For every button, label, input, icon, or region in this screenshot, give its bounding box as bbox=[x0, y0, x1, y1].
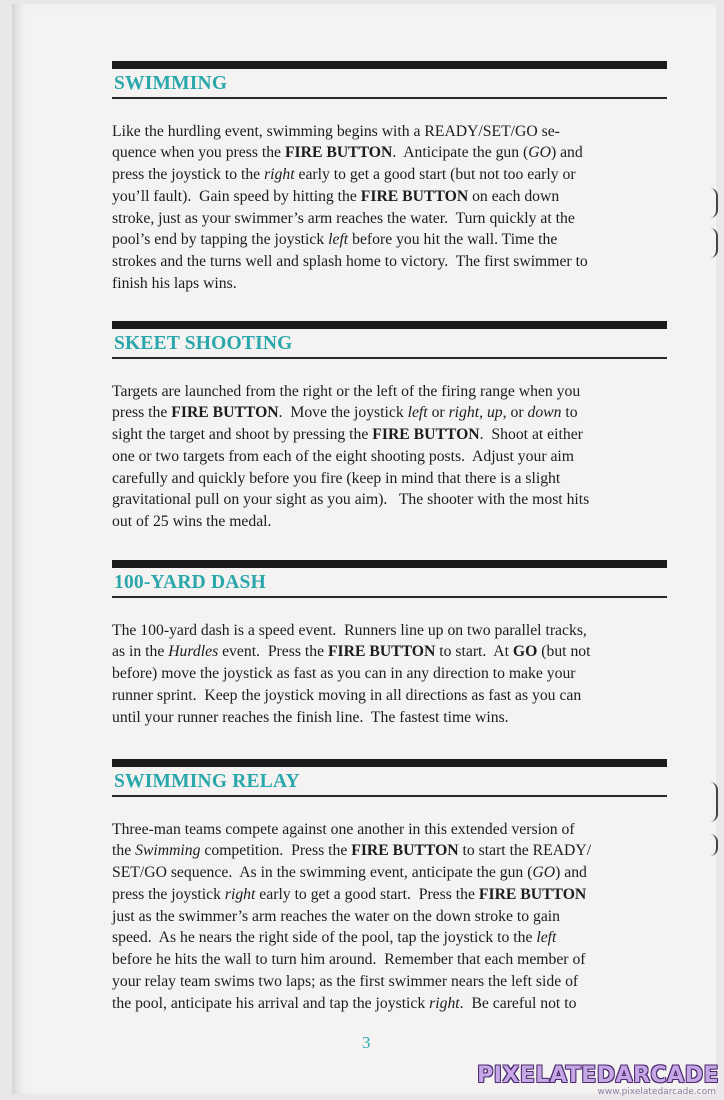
watermark-url: www.pixelatedarcade.com bbox=[597, 1087, 716, 1097]
section-heading: 100-YARD DASH bbox=[114, 572, 266, 593]
watermark-logo: PIXELATEDARCADE bbox=[477, 1063, 719, 1088]
page-number: 3 bbox=[362, 1033, 371, 1052]
section-heading: SKEET SHOOTING bbox=[114, 333, 293, 354]
section-body: The 100-yard dash is a speed event. Runners line up on two parallel tracks, as in the Hurdles event. Press the FIRE BUTTON to start. At GO (but not before) move the joystick as fast as you can in any direction to make your runner sprint. Keep the joystick moving in all directions as fast as you can until your runner reaches the finish line. The fastest time wins. bbox=[112, 621, 591, 726]
section-rule bbox=[112, 795, 667, 797]
binder-ring bbox=[708, 228, 718, 258]
section-skeet-shooting bbox=[112, 321, 667, 533]
section-heading: SWIMMING RELAY bbox=[114, 771, 300, 792]
section-rule bbox=[112, 357, 667, 359]
section-bar bbox=[112, 61, 667, 69]
section-rule bbox=[112, 596, 667, 598]
section-bar bbox=[112, 321, 667, 329]
binder-ring bbox=[708, 188, 718, 218]
binder-ring bbox=[708, 834, 718, 856]
section-rule bbox=[112, 97, 667, 99]
section-100-yard-dash bbox=[112, 560, 667, 728]
section-body: Targets are launched from the right or the left of the firing range when you press the FIRE BUTTON. Move the joystick left or right, up, or down to sight the target and shoot by pressing the FIRE BUTTON. Shoot at either one or two targets from each of the eight shooting posts. Adjust your aim carefully and quickly before you fire (keep in mind that there is a slight gravitational pull on your sight as you aim). The shooter with the most hits out of 25 wins the medal. bbox=[112, 382, 590, 531]
section-body: Like the hurdling event, swimming begins with a READY/SET/GO se- quence when you press the FIRE BUTTON. Anticipate the gun (GO) and press the joystick to the right early to get a good start (but not too early or you’ll fault). Gain speed by hitting the FIRE BUTTON on each down stroke, just as your swimmer’s arm reaches the water. Turn quickly at the pool’s end by tapping the joystick left before you hit the wall. Time the strokes and the turns well and splash home to victory. The first swimmer to finish his laps wins. bbox=[112, 122, 588, 293]
section-bar bbox=[112, 759, 667, 767]
manual-page bbox=[12, 4, 716, 1094]
section-bar bbox=[112, 560, 667, 568]
section-body: Three-man teams compete against one another in this extended version of the Swimming competition. Press the FIRE BUTTON to start the READY/ SET/GO sequence. As in the swimming event, anticipate the gun (GO) and press the joystick right early to get a good start. Press the FIRE BUTTON just as the swimmer’s arm reaches the water on the down stroke to gain speed. As he nears the right side of the pool, tap the joystick to the left before he hits the wall to turn him around. Remember that each member of your relay team swims two laps; as the first swimmer nears the left side of the pool, anticipate his arrival and tap the joystick right. Be careful not to bbox=[112, 820, 592, 1012]
section-heading: SWIMMING bbox=[114, 73, 228, 94]
section-swimming-relay bbox=[112, 759, 667, 1015]
binder-ring bbox=[708, 782, 718, 822]
section-swimming bbox=[112, 61, 667, 295]
